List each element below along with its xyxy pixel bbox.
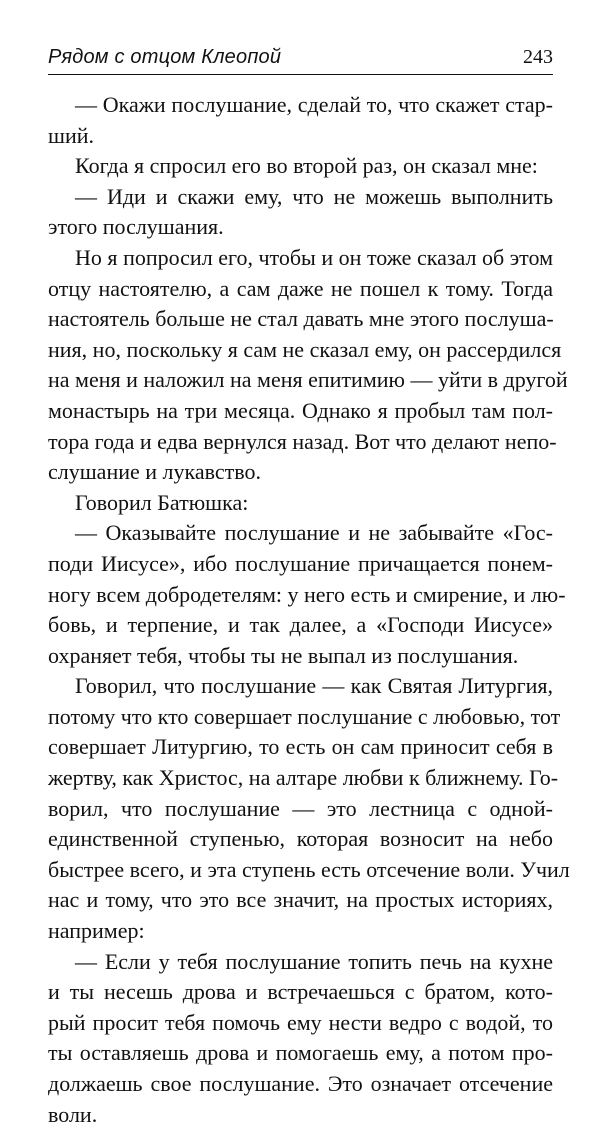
text-line: Когда я спросил его во второй раз, он сказал мне: [75, 153, 538, 179]
text-line: и ты несешь дрова и встречаешься с братом, кото- [48, 979, 553, 1005]
text-line: монастырь на три месяца. Однако я пробыл там пол- [48, 397, 553, 423]
text-line: отцу настоятелю, а сам даже не пошел к тому. Тогда [48, 275, 553, 301]
text-line: поди Иисусе», ибо послушание причащается понем- [48, 550, 553, 576]
text-line: на меня и наложил на меня епитимию — уйти в другой [48, 367, 568, 393]
text-line: Говорил Батюшка: [75, 489, 249, 515]
text-line: — Если у тебя послушание топить печь на кухне [75, 948, 553, 974]
text-line: — Иди и скажи ему, что не можешь выполнить [75, 183, 553, 209]
text-line: бовь, и терпение, и так далее, а «Господи Иисусе» [48, 612, 553, 638]
text-line: настоятель больше не стал давать мне этого послуша- [48, 306, 554, 332]
running-title: Рядом с отцом Клеопой [48, 46, 282, 68]
text-line: например: [48, 918, 145, 944]
text-line: Говорил, что послушание — как Святая Литургия, [75, 673, 553, 699]
text-line: этого послушания. [48, 214, 224, 240]
text-line: быстрее всего, и эта ступень есть отсечение воли. Учил [48, 856, 570, 882]
text-line: рый просит тебя помочь ему нести ведро с водой, то [48, 1009, 553, 1035]
text-line: жертву, как Христос, на алтаре любви к ближнему. Го- [48, 765, 559, 791]
text-line: тора года и едва вернулся назад. Вот что делают непо- [48, 428, 557, 454]
text-line: — Оказывайте послушание и не забывайте «Гос- [75, 520, 553, 546]
text-line: совершает Литургию, то есть он сам приносит себя в [48, 734, 553, 760]
text-line: воли. [48, 1101, 98, 1127]
page-number: 243 [523, 46, 553, 68]
text-line: ния, но, поскольку я сам не сказал ему, он рассердился [48, 336, 562, 362]
text-line: слушание и лукавство. [48, 459, 262, 485]
body-text [48, 90, 570, 1130]
text-line: потому что кто совершает послушание с любовью, тот [48, 703, 561, 729]
text-line: единственной ступенью, которая возносит на небо [48, 826, 553, 852]
text-line: ший. [48, 122, 94, 148]
text-line: ногу всем добродетелям: у него есть и смирение, и лю- [48, 581, 566, 607]
text-line: должаешь свое послушание. Это означает отсечение [48, 1071, 553, 1096]
text-line: охраняет тебя, чтобы ты не выпал из послушания. [48, 642, 519, 668]
running-head [48, 44, 553, 75]
text-line: ты оставляешь дрова и помогаешь ему, а потом про- [48, 1040, 553, 1066]
text-line: нас и тому, что это все значит, на простых историях, [48, 887, 553, 913]
text-line: — Окажи послушание, сделай то, что скажет стар- [75, 92, 553, 117]
text-line: Но я попросил его, чтобы и он тоже сказал об этом [75, 244, 553, 270]
text-line: ворил, что послушание — это лестница с одной- [48, 795, 553, 821]
